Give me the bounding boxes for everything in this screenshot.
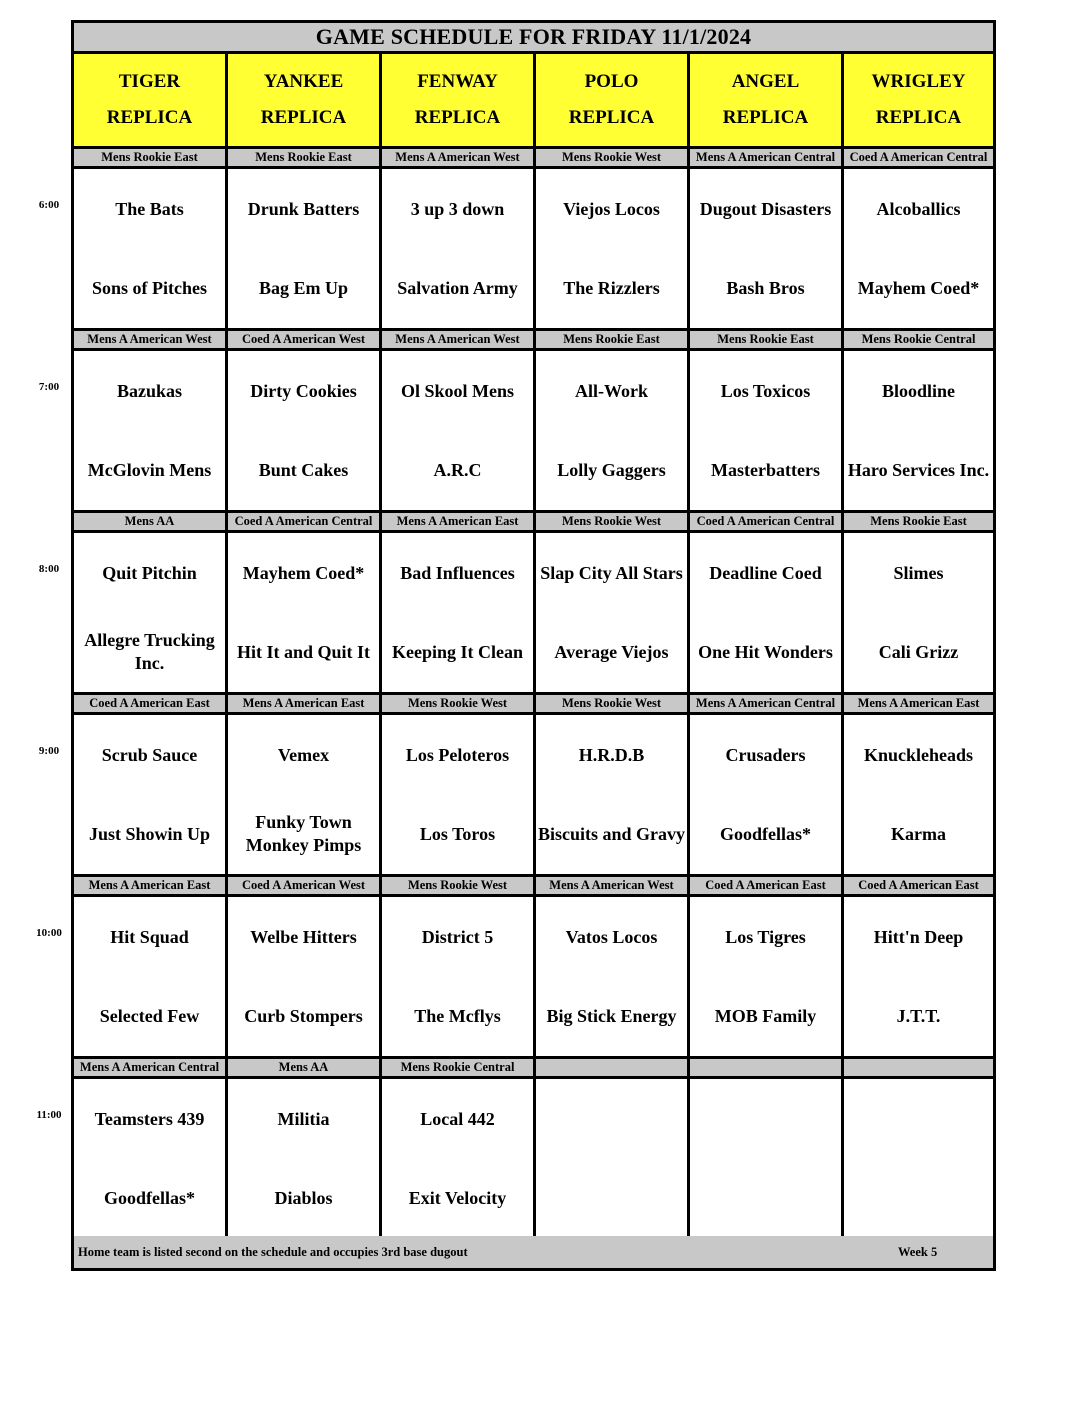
division-label: Mens AA (74, 513, 228, 533)
game-cell (74, 715, 228, 877)
division-label: Mens A American Central (690, 695, 844, 715)
away-team: Los Peloteros (405, 744, 510, 765)
game-cell (382, 897, 536, 1059)
home-team: Curb Stompers (244, 1005, 363, 1026)
away-team (536, 1089, 687, 1149)
home-team: Los Toros (419, 823, 496, 844)
division-label: Mens Rookie West (536, 695, 690, 715)
game-cell (228, 351, 382, 513)
home-team: Salvation Army (397, 277, 518, 298)
away-team: Militia (277, 1108, 330, 1129)
division-label: Mens Rookie West (382, 695, 536, 715)
division-label: Coed A American Central (228, 513, 382, 533)
home-team: Keeping It Clean (391, 641, 523, 662)
home-team: Sons of Pitches (91, 277, 207, 298)
game-cell (690, 1079, 844, 1241)
schedule-title: GAME SCHEDULE FOR FRIDAY 11/1/2024 (74, 23, 993, 54)
game-cell (844, 351, 993, 513)
away-team: Knuckleheads (863, 744, 974, 765)
away-team: Dugout Disasters (699, 198, 832, 219)
away-team: District 5 (421, 926, 494, 947)
division-label: Mens A American West (536, 877, 690, 897)
time-label: 8:00 (38, 563, 60, 575)
home-team: Bunt Cakes (258, 459, 349, 480)
venue-name: ANGEL (731, 71, 800, 92)
game-cell (536, 533, 690, 695)
home-team: Bag Em Up (258, 277, 348, 298)
venue-header (228, 54, 382, 149)
game-cell (74, 351, 228, 513)
away-team: Scrub Sauce (101, 744, 198, 765)
division-label: Mens Rookie East (536, 331, 690, 351)
home-team: Allegre Trucking Inc. (84, 630, 215, 673)
home-team (690, 1168, 841, 1228)
home-team: Average Viejos (554, 641, 669, 662)
game-cell (382, 351, 536, 513)
game-cell (844, 897, 993, 1059)
away-team: Los Toxicos (720, 380, 811, 401)
game-cell (690, 351, 844, 513)
home-team: The Mcflys (414, 1005, 501, 1026)
home-team: The Rizzlers (563, 277, 660, 298)
game-cell (382, 715, 536, 877)
division-label: Mens A American East (74, 877, 228, 897)
away-team: All-Work (574, 380, 648, 401)
division-label (536, 1059, 690, 1079)
venue-header (690, 54, 844, 149)
week-label: Week 5 (898, 1245, 938, 1259)
division-label: Mens A American Central (690, 149, 844, 169)
division-label: Mens Rookie East (690, 331, 844, 351)
division-label: Mens A American West (74, 331, 228, 351)
home-team: Lolly Gaggers (557, 459, 666, 480)
home-team: Cali Grizz (878, 641, 959, 662)
game-cell (536, 897, 690, 1059)
game-cell (382, 533, 536, 695)
time-label: 9:00 (38, 745, 60, 757)
game-cell (228, 169, 382, 331)
away-team: Hitt'n Deep (873, 926, 964, 947)
venue-header (536, 54, 690, 149)
home-team (844, 1168, 993, 1228)
home-team: Just Showin Up (88, 823, 211, 844)
division-label (844, 1059, 993, 1079)
game-cell (74, 1079, 228, 1241)
time-label: 11:00 (36, 1109, 62, 1121)
home-team-note: Home team is listed second on the schedule and occupies 3rd base dugout (78, 1245, 468, 1259)
away-team: Vatos Locos (565, 926, 658, 947)
game-cell (690, 897, 844, 1059)
away-team: Crusaders (725, 744, 806, 765)
division-label: Coed A American East (74, 695, 228, 715)
away-team: Hit Squad (110, 926, 189, 947)
venue-name: YANKEE (263, 71, 344, 92)
away-team: Slimes (893, 562, 944, 583)
away-team (690, 1089, 841, 1149)
away-team: H.R.D.B (578, 744, 645, 765)
away-team: Ol Skool Mens (400, 380, 515, 401)
division-label: Mens Rookie West (536, 149, 690, 169)
game-cell (536, 715, 690, 877)
game-cell (382, 1079, 536, 1241)
venue-type: REPLICA (722, 107, 809, 128)
game-cell (228, 715, 382, 877)
away-team: Bloodline (881, 380, 956, 401)
away-team: Bad Influences (400, 562, 515, 583)
away-team: Dirty Cookies (250, 380, 357, 401)
division-label: Mens A American West (382, 149, 536, 169)
home-team: Haro Services Inc. (847, 459, 990, 480)
home-team: Exit Velocity (408, 1187, 507, 1208)
game-cell (536, 351, 690, 513)
venue-name: WRIGLEY (871, 71, 966, 92)
division-label: Mens AA (228, 1059, 382, 1079)
home-team: A.R.C (433, 459, 482, 480)
away-team: Local 442 (420, 1108, 495, 1129)
time-label: 10:00 (36, 927, 62, 939)
footer-bar (74, 1236, 993, 1268)
game-cell (74, 533, 228, 695)
away-team: Los Tigres (725, 926, 806, 947)
venue-header (74, 54, 228, 149)
away-team: The Bats (115, 198, 184, 219)
venue-type: REPLICA (260, 107, 347, 128)
division-label: Coed A American West (228, 877, 382, 897)
division-label: Mens Rookie West (536, 513, 690, 533)
home-team: Goodfellas* (719, 823, 811, 844)
division-label: Mens A American East (844, 695, 993, 715)
venue-header (382, 54, 536, 149)
home-team: Bash Bros (726, 277, 805, 298)
venue-header (844, 54, 993, 149)
home-team: Big Stick Energy (546, 1005, 677, 1026)
away-team: 3 up 3 down (410, 198, 505, 219)
time-label: 7:00 (38, 381, 60, 393)
away-team: Quit Pitchin (102, 562, 197, 583)
away-team: Bazukas (116, 380, 183, 401)
division-label: Mens Rookie East (228, 149, 382, 169)
game-cell (844, 715, 993, 877)
division-label: Mens Rookie Central (844, 331, 993, 351)
home-team: Funky Town Monkey Pimps (245, 812, 362, 855)
game-cell (536, 1079, 690, 1241)
away-team: Deadline Coed (709, 562, 822, 583)
game-cell (690, 169, 844, 331)
division-label: Mens Rookie East (74, 149, 228, 169)
home-team: Karma (891, 823, 946, 844)
home-team (536, 1168, 687, 1228)
away-team: Teamsters 439 (94, 1108, 205, 1129)
home-team: One Hit Wonders (698, 641, 833, 662)
game-cell (844, 1079, 993, 1241)
home-team: MOB Family (714, 1005, 817, 1026)
away-team: Drunk Batters (247, 198, 360, 219)
home-team: Hit It and Quit It (236, 641, 371, 662)
division-label: Mens A American Central (74, 1059, 228, 1079)
game-cell (382, 169, 536, 331)
home-team: Diablos (274, 1187, 333, 1208)
game-cell (690, 533, 844, 695)
home-team: J.T.T. (896, 1005, 941, 1026)
division-label: Coed A American Central (844, 149, 993, 169)
division-label: Coed A American East (844, 877, 993, 897)
home-team: Masterbatters (711, 459, 820, 480)
division-label: Mens Rookie Central (382, 1059, 536, 1079)
venue-name: POLO (584, 71, 639, 92)
home-team: Goodfellas* (103, 1187, 195, 1208)
game-cell (844, 169, 993, 331)
venue-type: REPLICA (568, 107, 655, 128)
time-label: 6:00 (38, 199, 60, 211)
venue-name: FENWAY (417, 71, 498, 92)
home-team: Mayhem Coed* (857, 277, 980, 298)
game-cell (228, 1079, 382, 1241)
home-team: McGlovin Mens (87, 459, 212, 480)
venue-type: REPLICA (414, 107, 501, 128)
division-label: Mens A American East (382, 513, 536, 533)
game-cell (690, 715, 844, 877)
away-team: Slap City All Stars (540, 562, 683, 583)
home-team: Biscuits and Gravy (537, 823, 686, 844)
away-team: Welbe Hitters (250, 926, 357, 947)
home-team: Selected Few (99, 1005, 200, 1026)
division-label: Coed A American Central (690, 513, 844, 533)
game-cell (74, 897, 228, 1059)
game-cell (844, 533, 993, 695)
division-label: Mens Rookie East (844, 513, 993, 533)
away-team: Mayhem Coed* (242, 562, 365, 583)
game-cell (228, 897, 382, 1059)
game-cell (536, 169, 690, 331)
game-cell (74, 169, 228, 331)
away-team: Vemex (277, 744, 330, 765)
division-label: Coed A American East (690, 877, 844, 897)
division-label (690, 1059, 844, 1079)
division-label: Coed A American West (228, 331, 382, 351)
division-label: Mens Rookie West (382, 877, 536, 897)
division-label: Mens A American East (228, 695, 382, 715)
away-team (844, 1089, 993, 1149)
game-cell (228, 533, 382, 695)
away-team: Alcoballics (876, 198, 961, 219)
venue-name: TIGER (118, 71, 181, 92)
venue-type: REPLICA (875, 107, 962, 128)
division-label: Mens A American West (382, 331, 536, 351)
venue-type: REPLICA (106, 107, 193, 128)
away-team: Viejos Locos (563, 198, 660, 219)
schedule-sheet (71, 20, 996, 1271)
